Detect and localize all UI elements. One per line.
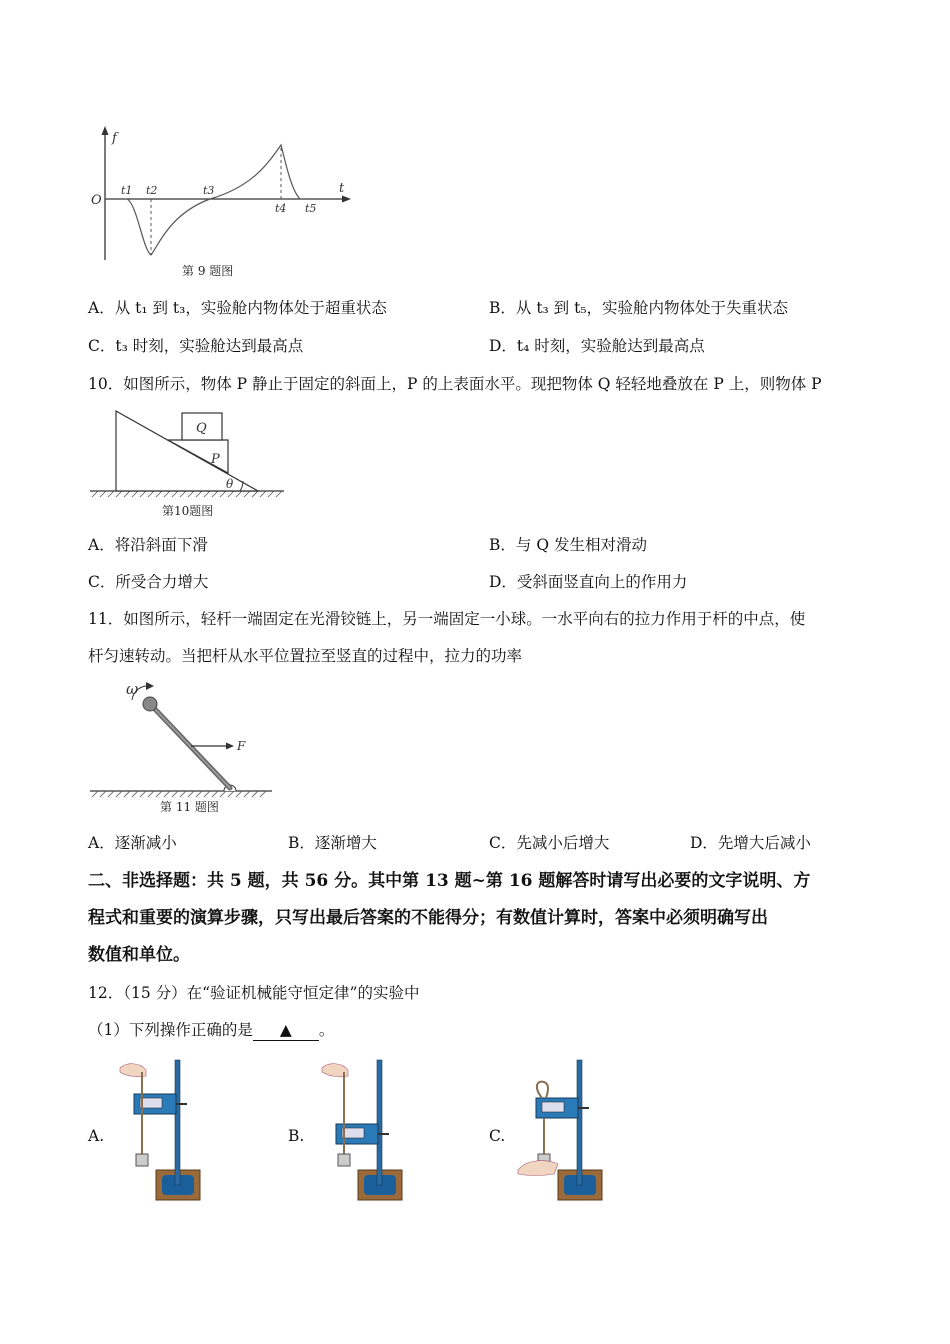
- q11-caption: 第 11 题图: [160, 800, 219, 814]
- section2-line2: 程式和重要的演算步骤，只写出最后答案的不能得分；有数值计算时，答案中必须明确写出: [88, 908, 768, 928]
- q10-option-d: D．受斜面竖直向上的作用力: [489, 573, 688, 591]
- q12-sub1-suffix: 。: [318, 1021, 335, 1039]
- q9-tick-t2: t2: [146, 184, 158, 197]
- q10-option-c: C．所受合力增大: [88, 573, 209, 591]
- q9-tick-t1: t1: [121, 184, 133, 197]
- q10-label-p: P: [211, 452, 220, 467]
- q10-label-theta: θ: [226, 477, 234, 491]
- q9-origin: O: [91, 193, 102, 208]
- q9-option-b: B．从 t₃ 到 t₅，实验舱内物体处于失重状态: [489, 299, 789, 317]
- q11-option-b: B．逐渐增大: [288, 834, 377, 852]
- q9-option-d: D．t₄ 时刻，实验舱达到最高点: [489, 337, 705, 355]
- q11-label-omega: ω: [126, 680, 139, 698]
- q9-axis-f: f: [112, 131, 117, 146]
- q9-tick-t5: t5: [305, 202, 317, 215]
- q11-option-a: A．逐渐减小: [88, 834, 177, 852]
- q9-figure: [85, 120, 360, 285]
- q11-label-f: F: [237, 739, 246, 753]
- q10-figure: [88, 403, 288, 523]
- q12-apparatus-b: [314, 1058, 414, 1208]
- q12-sub1: [88, 1020, 334, 1041]
- q12-apparatus-c: [514, 1058, 614, 1208]
- q11-stem-line2: 杆匀速转动。当把杆从水平位置拉至竖直的过程中，拉力的功率: [88, 647, 523, 665]
- q9-tick-t4: t4: [275, 202, 287, 215]
- q12-stem: 12．（15 分）在“验证机械能守恒定律”的实验中: [88, 984, 420, 1002]
- q9-option-a: A．从 t₁ 到 t₃，实验舱内物体处于超重状态: [88, 299, 387, 317]
- q9-caption: 第 9 题图: [182, 264, 234, 278]
- section2-line3: 数值和单位。: [88, 945, 190, 965]
- q10-option-a: A．将沿斜面下滑: [88, 536, 208, 554]
- section2-line1: 二、非选择题：共 5 题，共 56 分。其中第 13 题~第 16 题解答时请写出必要的文字说明、方: [88, 871, 811, 891]
- q9-option-c: C．t₃ 时刻，实验舱达到最高点: [88, 337, 304, 355]
- q10-option-b: B．与 Q 发生相对滑动: [489, 536, 647, 554]
- q11-figure: [88, 678, 278, 818]
- q12-answer-blank: ▲: [253, 1020, 319, 1041]
- q9-axis-t: t: [339, 181, 345, 196]
- q9-tick-t3: t3: [203, 184, 215, 197]
- q11-option-d: D．先增大后减小: [690, 834, 811, 852]
- q10-stem: 10．如图所示，物体 P 静止于固定的斜面上，P 的上表面水平。现把物体 Q 轻轻地叠放在 P 上，则物体 P: [88, 375, 822, 393]
- q10-label-q: Q: [196, 421, 207, 436]
- q12-sub1-prefix: （1）下列操作正确的是: [88, 1021, 253, 1039]
- q12-choice-b-label: B.: [288, 1127, 305, 1145]
- q12-choice-c-label: C.: [489, 1127, 506, 1145]
- q11-option-c: C．先减小后增大: [489, 834, 610, 852]
- q10-caption: 第10题图: [162, 504, 214, 518]
- q12-choice-a-label: A.: [88, 1127, 105, 1145]
- q11-stem-line1: 11．如图所示，轻杆一端固定在光滑铰链上，另一端固定一小球。一水平向右的拉力作用于杆的中点，使: [88, 610, 806, 628]
- q12-apparatus-a: [112, 1058, 212, 1208]
